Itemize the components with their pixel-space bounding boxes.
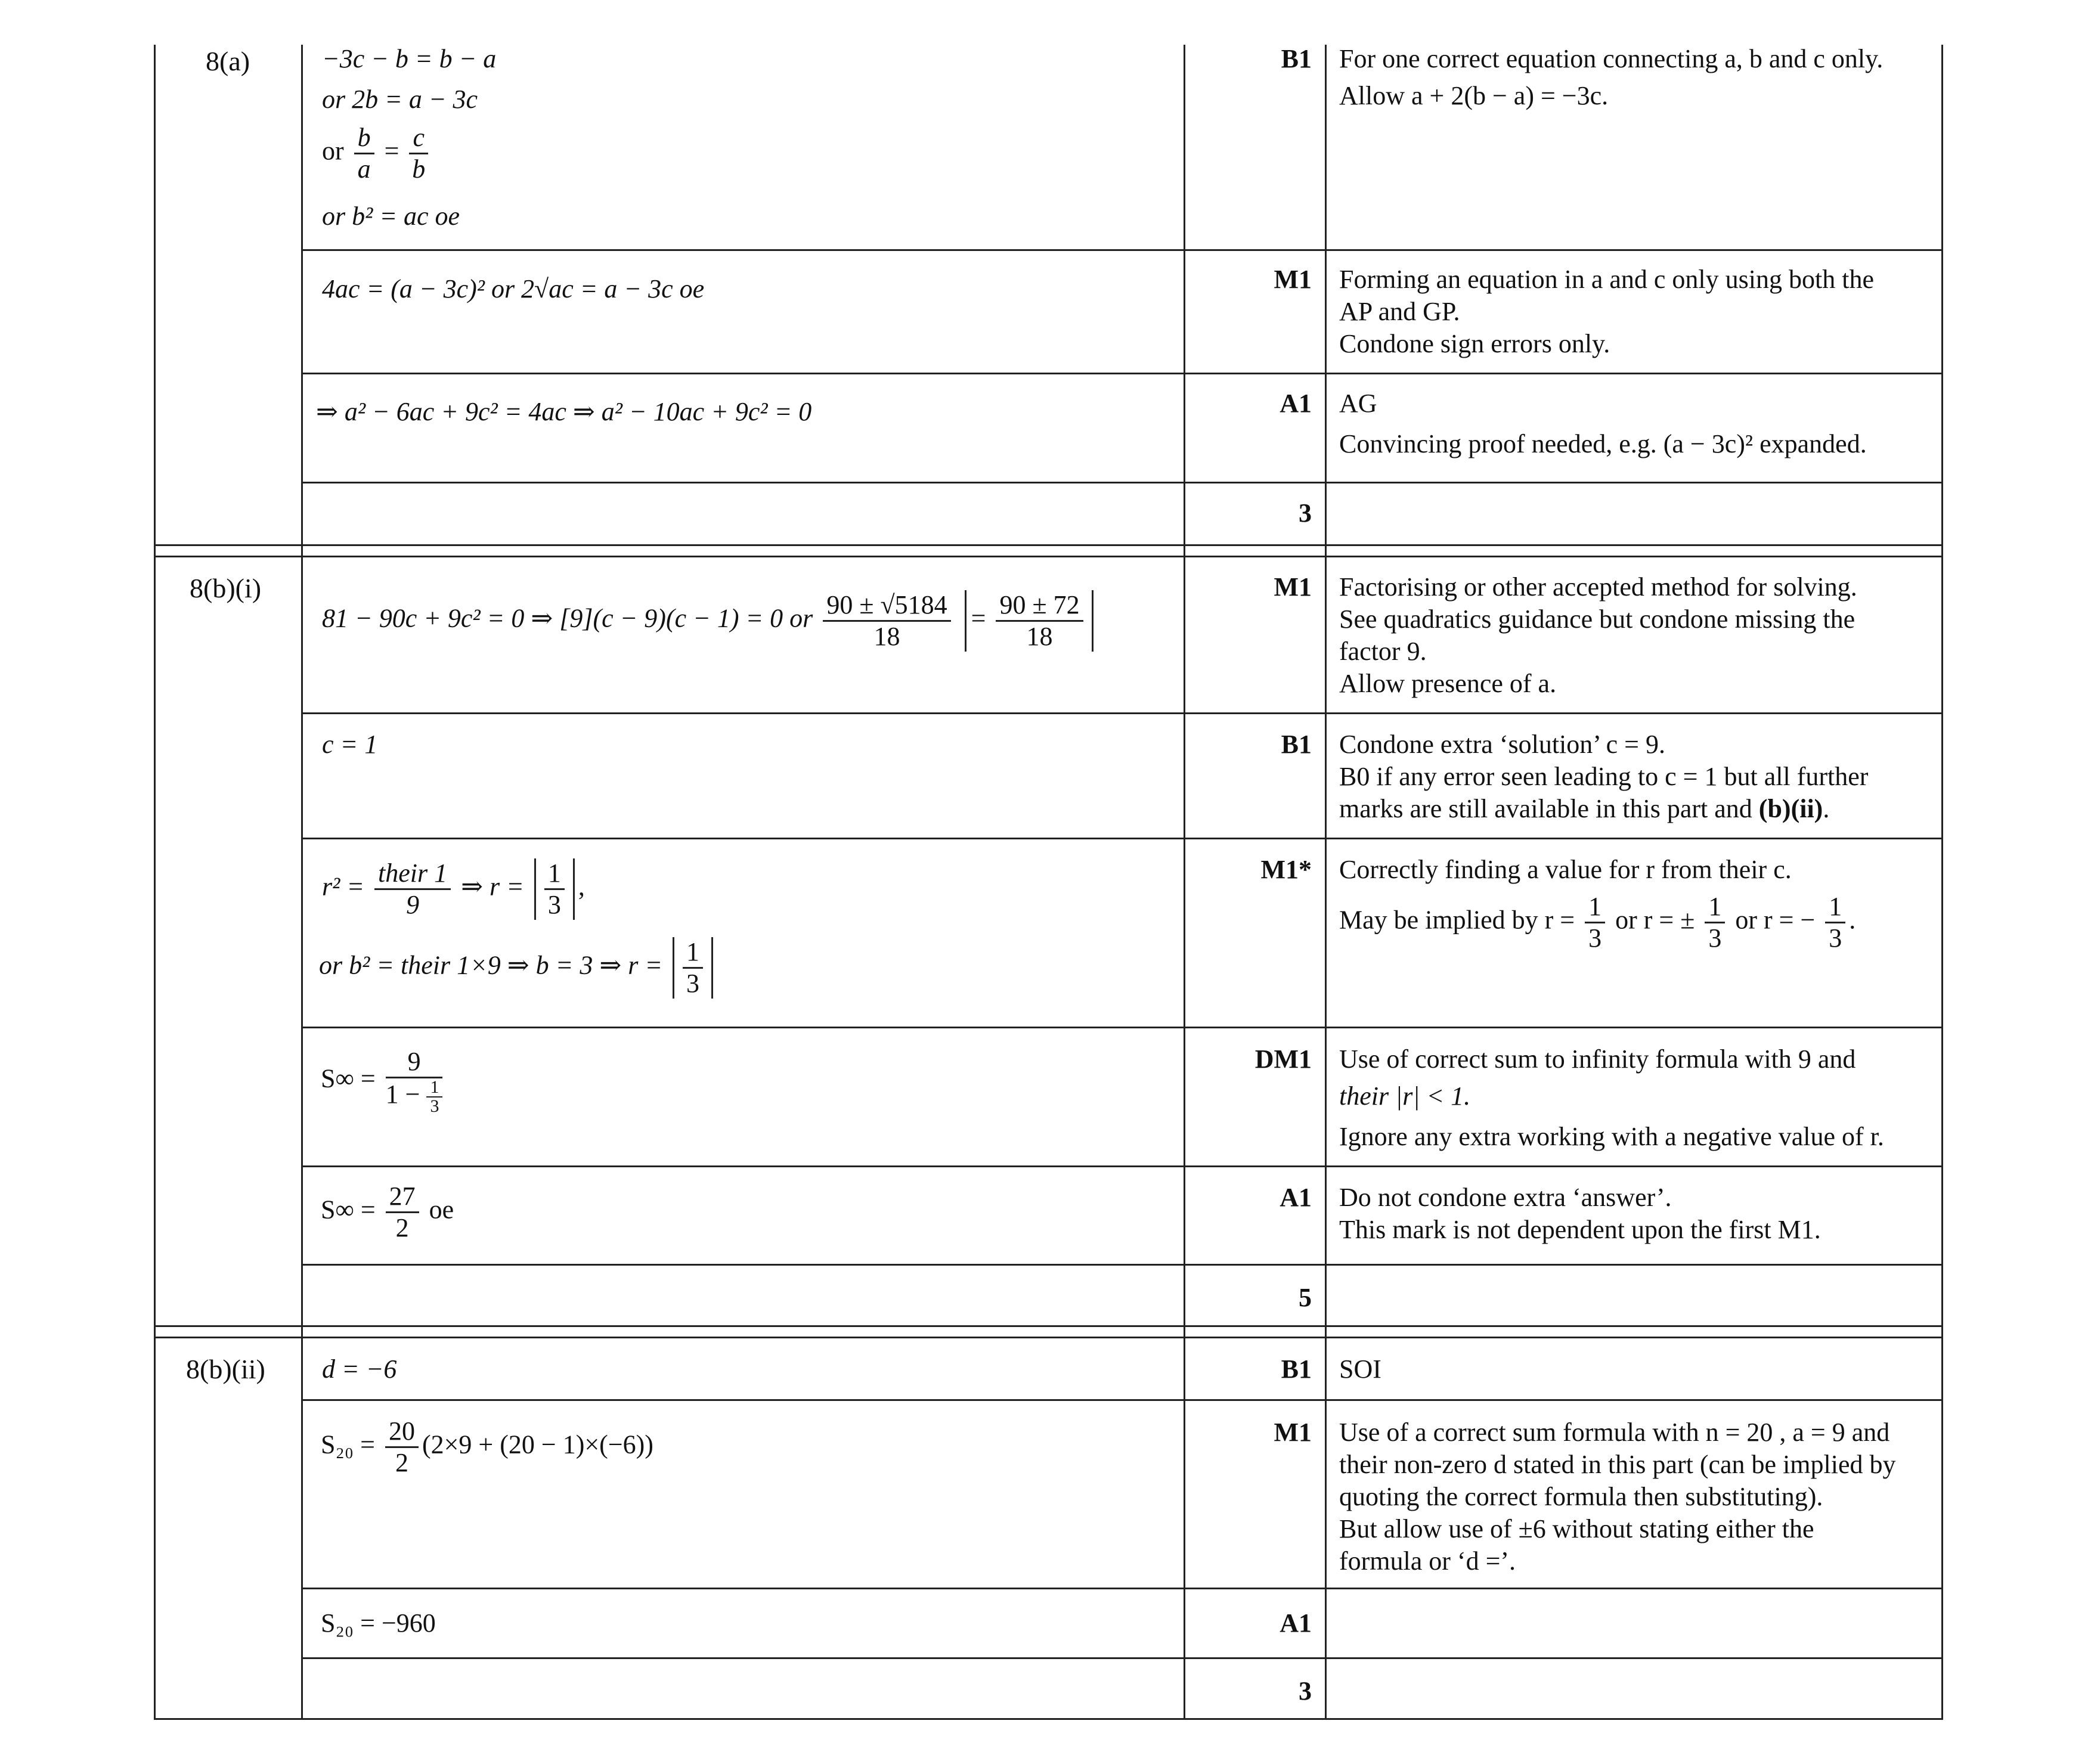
quadratic-text: 81 − 90c + 9c² = 0 ⇒ [9](c − 9)(c − 1) = 0 or — [322, 603, 813, 633]
denominator: 3 — [1708, 923, 1722, 953]
row-divider — [301, 712, 1943, 714]
guidance-line: Use of correct sum to infinity formula with 9 and — [1339, 1044, 1856, 1074]
guidance-line: For one correct equation connecting a, b and c only. — [1339, 44, 1884, 73]
answer-line-sum-infinity — [321, 1047, 446, 1115]
equals-sign: = — [971, 603, 986, 633]
fraction — [409, 123, 428, 184]
table-left-border — [154, 45, 156, 1720]
answer-line: c = 1 — [322, 730, 378, 759]
implies-text: ⇒ r = — [461, 872, 524, 901]
answer-line: −3c − b = b − a — [322, 44, 497, 73]
fraction — [385, 1416, 419, 1478]
question-label: 8(b)(i) — [190, 573, 262, 603]
s-infinity-text: S∞ = — [321, 1064, 376, 1093]
guidance-text: . — [1823, 794, 1830, 823]
numerator: 1 — [1705, 892, 1725, 923]
fraction — [544, 858, 565, 920]
numerator: b — [354, 123, 374, 154]
row-divider — [301, 249, 1943, 251]
row-divider — [301, 1027, 1943, 1028]
denominator: 3 — [1588, 923, 1602, 953]
denominator: 2 — [395, 1213, 409, 1242]
r-squared-text: r² = — [322, 872, 365, 901]
fraction — [1825, 892, 1845, 953]
numerator: 1 — [544, 858, 565, 890]
numerator: c — [409, 123, 428, 154]
numerator: 20 — [385, 1416, 419, 1448]
small-fraction — [426, 1078, 442, 1115]
guidance-line: Condone extra ‘solution’ c = 9. — [1339, 730, 1665, 759]
answer-line: d = −6 — [322, 1354, 397, 1384]
fraction — [386, 1182, 419, 1243]
mark-code: B1 — [1281, 730, 1312, 759]
row-divider — [301, 1657, 1943, 1659]
numerator: 1 — [683, 937, 703, 969]
bracketed-working — [965, 590, 1093, 652]
guidance-line: This mark is not dependent upon the first M1. — [1339, 1215, 1821, 1244]
guidance-line: Allow a + 2(b − a) = −3c. — [1339, 81, 1609, 110]
section-divider — [154, 556, 1943, 557]
fraction — [996, 590, 1083, 652]
row-divider — [301, 373, 1943, 374]
guidance-line: Forming an equation in a and c only using both the — [1339, 265, 1874, 294]
answer-line: ⇒ a² − 6ac + 9c² = 4ac ⇒ a² − 10ac + 9c² = 0 — [316, 397, 812, 426]
section-divider — [154, 1337, 1943, 1338]
mark-code: M1 — [1274, 1418, 1312, 1447]
guidance-line: quoting the correct formula then substituting). — [1339, 1482, 1823, 1511]
bracketed-value — [534, 858, 575, 920]
numerator: 9 — [386, 1047, 443, 1078]
row-divider — [301, 838, 1943, 839]
denominator: b — [412, 154, 426, 184]
numerator: 27 — [386, 1182, 419, 1213]
denominator: 3 — [547, 890, 561, 919]
denominator: 3 — [686, 969, 700, 998]
answer-column-divider — [301, 45, 303, 1720]
denominator: 3 — [1829, 923, 1842, 953]
mark-code: B1 — [1281, 1354, 1312, 1384]
question-label: 8(b)(ii) — [186, 1354, 265, 1384]
answer-line: S₂₀ = −960 — [321, 1608, 436, 1638]
guidance-line: their non-zero d stated in this part (can be implied by — [1339, 1450, 1896, 1479]
total-marks: 3 — [1299, 498, 1312, 528]
fraction — [1585, 892, 1605, 953]
table-bottom-border — [154, 1718, 1943, 1720]
mark-code: DM1 — [1254, 1044, 1312, 1074]
denominator: 18 — [1026, 622, 1053, 651]
numerator: 1 — [1585, 892, 1605, 923]
mark-code: A1 — [1280, 1608, 1312, 1638]
section-divider — [154, 544, 1943, 546]
answer-line-sum-result — [321, 1182, 454, 1243]
denominator — [386, 1078, 443, 1115]
equals-sign: = — [384, 136, 399, 166]
guidance-line: AG — [1339, 389, 1377, 418]
total-marks: 5 — [1299, 1283, 1312, 1312]
denominator: 9 — [406, 890, 420, 919]
answer-line-fraction — [322, 123, 432, 184]
guidance-line: Use of a correct sum formula with n = 20 , a = 9 and — [1339, 1418, 1890, 1447]
row-divider — [301, 1399, 1943, 1401]
fraction — [823, 590, 950, 652]
guidance-text: . — [1849, 905, 1856, 935]
numerator: 90 ± √5184 — [823, 590, 950, 622]
guidance-line: formula or ‘d =’. — [1339, 1546, 1516, 1576]
row-divider — [301, 1264, 1943, 1266]
answer-line: or b² = ac oe — [322, 201, 460, 231]
guidance-text: or r = ± — [1615, 905, 1695, 935]
bracket-expression: (2×9 + (20 − 1)×(−6)) — [422, 1430, 653, 1459]
mark-code: M1 — [1274, 265, 1312, 294]
guidance-line: Ignore any extra working with a negative value of r. — [1339, 1122, 1884, 1151]
b-squared-text: or b² = their 1×9 ⇒ b = 3 ⇒ r = — [319, 950, 663, 980]
guidance-line: B0 if any error seen leading to c = 1 but all further — [1339, 762, 1869, 791]
guidance-line: Factorising or other accepted method for solving. — [1339, 572, 1857, 602]
mark-code: M1 — [1274, 572, 1312, 602]
guidance-line: Correctly finding a value for r from their c. — [1339, 855, 1792, 884]
row-divider — [301, 1588, 1943, 1589]
guidance-line: Allow presence of a. — [1339, 669, 1557, 698]
guidance-line: Condone sign errors only. — [1339, 329, 1610, 358]
fraction — [683, 937, 703, 999]
fraction — [1705, 892, 1725, 953]
denominator: 2 — [395, 1448, 408, 1477]
mark-code: M1* — [1260, 855, 1312, 884]
guidance-text: marks are still available in this part and — [1339, 794, 1759, 823]
numerator: 1 — [426, 1078, 442, 1098]
mark-code: B1 — [1281, 44, 1312, 73]
comma: , — [578, 872, 585, 901]
denominator: 3 — [430, 1096, 439, 1116]
answer-line-sum-formula — [321, 1416, 653, 1478]
guidance-line: Do not condone extra ‘answer’. — [1339, 1183, 1672, 1212]
table-right-border — [1941, 45, 1943, 1720]
oe-text: oe — [429, 1195, 454, 1224]
fraction — [354, 123, 374, 184]
guidance-line-fractions — [1339, 892, 1855, 953]
answer-line-quadratic — [322, 590, 1097, 652]
answer-line-r — [322, 858, 585, 920]
guidance-line: factor 9. — [1339, 637, 1427, 666]
guidance-line: See quadratics guidance but condone missing the — [1339, 604, 1855, 634]
guidance-line: But allow use of ±6 without stating either the — [1339, 1514, 1814, 1543]
denominator: a — [357, 154, 371, 184]
denominator-text: 1 − — [385, 1080, 420, 1109]
answer-line: or 2b = a − 3c — [322, 85, 478, 114]
guidance-line: SOI — [1339, 1354, 1381, 1384]
marks-column-divider — [1184, 45, 1185, 1720]
row-divider — [301, 482, 1943, 483]
s-infinity-text: S∞ = — [321, 1195, 376, 1224]
s20-text: S₂₀ = — [321, 1430, 375, 1459]
question-label: 8(a) — [206, 46, 250, 76]
bracketed-value — [673, 937, 713, 999]
guidance-line: Convincing proof needed, e.g. (a − 3c)² expanded. — [1339, 429, 1867, 458]
answer-line: 4ac = (a − 3c)² or 2√ac = a − 3c oe — [322, 274, 705, 303]
row-divider — [301, 1165, 1943, 1167]
total-marks: 3 — [1299, 1676, 1312, 1706]
guidance-line: their |r| < 1. — [1339, 1081, 1471, 1111]
part-reference: (b)(ii) — [1758, 794, 1823, 823]
section-divider — [154, 1325, 1943, 1327]
fraction — [374, 858, 451, 920]
mark-code: A1 — [1280, 389, 1312, 418]
denominator: 18 — [873, 622, 900, 651]
numerator: 90 ± 72 — [996, 590, 1083, 622]
guidance-text: or r = − — [1735, 905, 1816, 935]
guidance-text: May be implied by r = — [1339, 905, 1575, 935]
fraction — [386, 1047, 443, 1115]
guidance-line: AP and GP. — [1339, 297, 1460, 326]
or-text: or — [322, 136, 344, 166]
guidance-line — [1339, 793, 1829, 825]
numerator: 1 — [1825, 892, 1845, 923]
numerator: their 1 — [374, 858, 451, 890]
mark-code: A1 — [1280, 1183, 1312, 1212]
answer-line-b — [319, 937, 717, 999]
guidance-column-divider — [1325, 45, 1327, 1720]
